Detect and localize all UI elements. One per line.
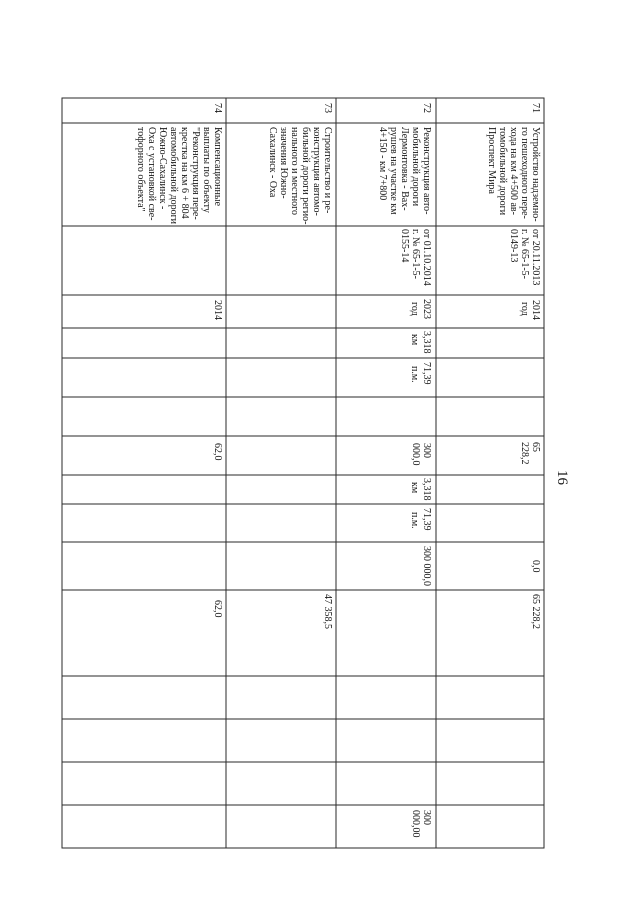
row-71-name: Устройство надземно- го пешеходного пере- хода на км 4+500 ав- томобильной дороги Проспект Мира [486,127,541,222]
row-71-number: 71 [530,103,541,113]
row-72-permit: от 01.10.2014 г. № 65-1-5- 0155-14 [399,229,432,286]
row-72-length: 3,318 [421,331,432,354]
row-72-cost-a: 300 000,0 [410,443,432,466]
row-72-bridge-unit: п.м. [409,366,420,383]
row-74-name: Компенсационные выплаты по объекту "Реконструкция пере- крестка на км 6 + 804 автомобильной дороги Южно-Сахалинск - Оха с установкой све- тофорного объекта" [135,127,223,225]
row-74-cost-a: 62,0 [212,443,223,461]
row-71-cost-b: 0,0 [530,560,541,573]
row-74-cost-c: 62,0 [212,600,223,618]
row-74-number: 74 [212,103,223,113]
row-72-cost-b: 300 000,0 [421,546,432,586]
row-73-number: 73 [322,103,333,113]
row-72-length2: 3,318 [421,478,432,501]
row-72-year: 2023 [421,299,432,319]
row-71-year-unit: год [519,302,530,316]
row-72-bridge2-unit: п.м. [409,512,420,529]
row-71-cost-a: 65 228,2 [519,442,541,465]
row-71-cost-c: 65 228,2 [530,594,541,629]
row-73-cost-c: 47 358,5 [322,594,333,629]
row-72-cost-last: 300 000,00 [410,810,432,838]
row-72-name: Реконструкция авто- мобильной дороги Лермонтовка - Вах- рушев на участке км 4+150 - км 7+800 [377,127,432,215]
row-72-length2-unit: км [409,482,420,494]
row-72-number: 72 [421,103,432,113]
row-71-year: 2014 [530,300,541,320]
row-72-bridge2: 71,39 [421,508,432,531]
row-73-name: Строительство и ре- конструкция автомо- бильной дороги регио- нального и местного значения Южно- Сахалинск - Оха [267,127,333,225]
row-72-year-unit: год [409,302,420,316]
row-72-bridge: 71,39 [421,362,432,385]
row-72-length-unit: км [409,334,420,346]
row-71-permit: от 20.11.2013 г. № 65-1-5- 0149-13 [508,229,541,286]
page-number: 16 [554,470,570,485]
row-74-year: 2014 [212,300,223,320]
